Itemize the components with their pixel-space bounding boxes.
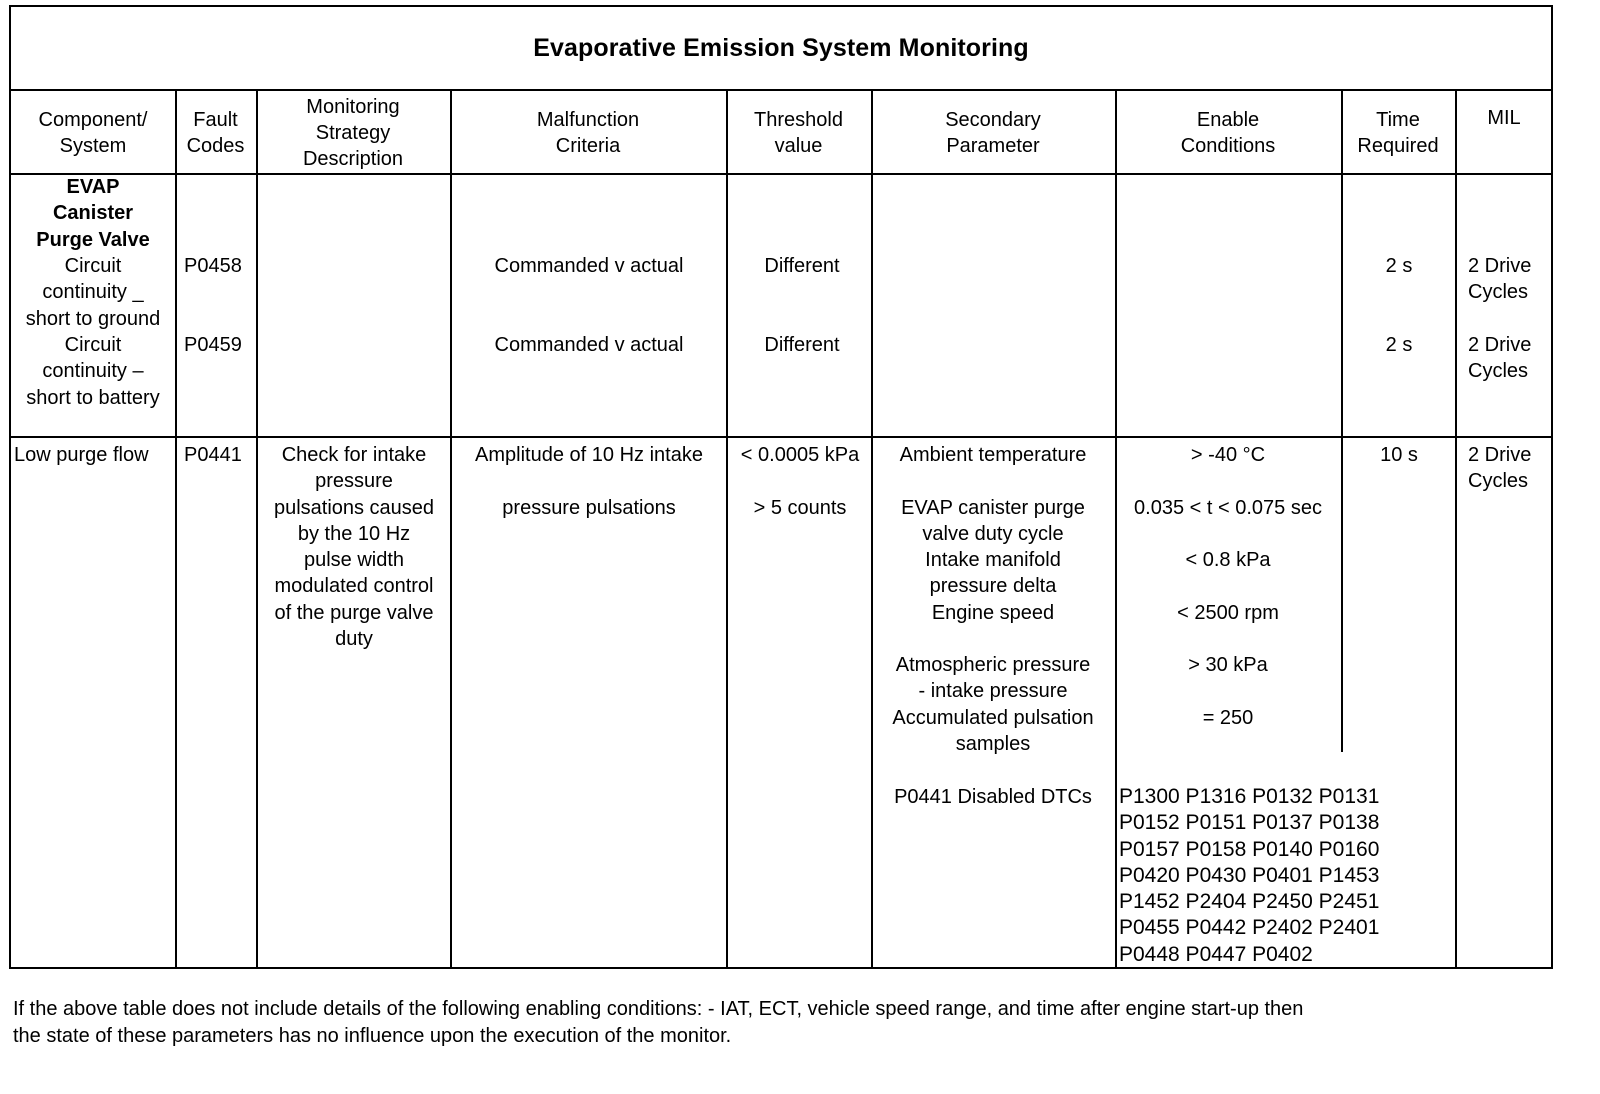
mil-value: 2 Drive Cycles	[1468, 444, 1532, 493]
header-strategy: Monitoring Strategy Description	[302, 96, 404, 170]
table-title: Evaporative Emission System Monitoring	[533, 33, 1029, 62]
evap-monitoring-table	[9, 5, 1553, 969]
time-required: 2 s	[1385, 255, 1413, 277]
purge-row-desc: Circuit continuity – short to battery	[26, 334, 160, 409]
col-divider	[1341, 91, 1343, 752]
enable-condition: < 2500 rpm	[1177, 602, 1279, 624]
header-enable: Enable Conditions	[1180, 109, 1276, 157]
malfunction-criteria: pressure pulsations	[502, 497, 676, 519]
monitoring-strategy: Check for intake pressure pulsations caused by the 10 Hz pulse width modulated control of the purge valve duty	[273, 444, 435, 651]
header-component: Component/ System	[38, 109, 148, 157]
secondary-parameter: Accumulated pulsation samples	[892, 707, 1094, 756]
enable-condition: < 0.8 kPa	[1185, 549, 1271, 571]
secondary-parameter: Intake manifold pressure delta	[925, 549, 1061, 598]
enable-condition: > 30 kPa	[1188, 654, 1268, 676]
disabled-dtc-list: P1300 P1316 P0132 P0131 P0152 P0151 P0137 P0138 P0157 P0158 P0140 P0160 P0420 P0430 P0401 P1453 P1452 P2404 P2450 P2451 P0455 P0442 P2402 P2401 P0448 P0447 P0402	[1119, 785, 1380, 966]
threshold-value: Different	[764, 255, 840, 277]
secondary-parameter: P0441 Disabled DTCs	[894, 786, 1092, 808]
col-divider	[871, 91, 873, 967]
malfunction-criteria: Amplitude of 10 Hz intake	[475, 444, 703, 466]
enable-condition: > -40 °C	[1190, 444, 1266, 466]
col-divider	[1455, 91, 1457, 967]
threshold-value: Different	[764, 334, 840, 356]
component-evap-purge-valve: EVAP Canister Purge Valve	[36, 176, 150, 251]
header-secondary: Secondary Parameter	[945, 109, 1041, 157]
fault-code: P0459	[184, 334, 242, 356]
time-required: 10 s	[1380, 444, 1418, 466]
secondary-parameter: EVAP canister purge valve duty cycle	[901, 497, 1085, 546]
col-divider	[1115, 91, 1117, 967]
col-divider	[726, 91, 728, 967]
row-divider	[11, 436, 1551, 438]
purge-row-desc: Circuit continuity _ short to ground	[25, 255, 161, 330]
mil-value: 2 Drive Cycles	[1468, 334, 1532, 383]
table-title-row	[11, 7, 1551, 91]
header-malfunction: Malfunction Criteria	[536, 109, 640, 157]
fault-code: P0441	[184, 444, 242, 466]
header-threshold: Threshold value	[754, 109, 843, 157]
enable-condition: 0.035 < t < 0.075 sec	[1134, 497, 1322, 519]
mil-value: 2 Drive Cycles	[1468, 255, 1532, 304]
col-divider	[175, 91, 177, 967]
secondary-parameter: Ambient temperature	[899, 444, 1087, 466]
header-fault-codes: Fault Codes	[186, 109, 245, 157]
component-low-purge-flow: Low purge flow	[14, 444, 149, 466]
threshold-value: > 5 counts	[753, 497, 847, 519]
footnote: If the above table does not include details of the following enabling conditions: - IAT, ECT, vehicle speed range, and time after engine start-up then the state of these parameters has no influence upon the execution of the monitor.	[13, 998, 1304, 1047]
header-mil: MIL	[1487, 107, 1521, 129]
fault-code: P0458	[184, 255, 242, 277]
malfunction-criteria: Commanded v actual	[494, 334, 684, 356]
header-time: Time Required	[1357, 109, 1439, 157]
col-divider	[450, 91, 452, 967]
time-required: 2 s	[1385, 334, 1413, 356]
col-divider	[256, 91, 258, 967]
secondary-parameter: Atmospheric pressure - intake pressure	[895, 654, 1091, 703]
malfunction-criteria: Commanded v actual	[494, 255, 684, 277]
threshold-value: < 0.0005 kPa	[740, 444, 860, 466]
enable-condition: = 250	[1202, 707, 1254, 729]
secondary-parameter: Engine speed	[931, 602, 1055, 624]
